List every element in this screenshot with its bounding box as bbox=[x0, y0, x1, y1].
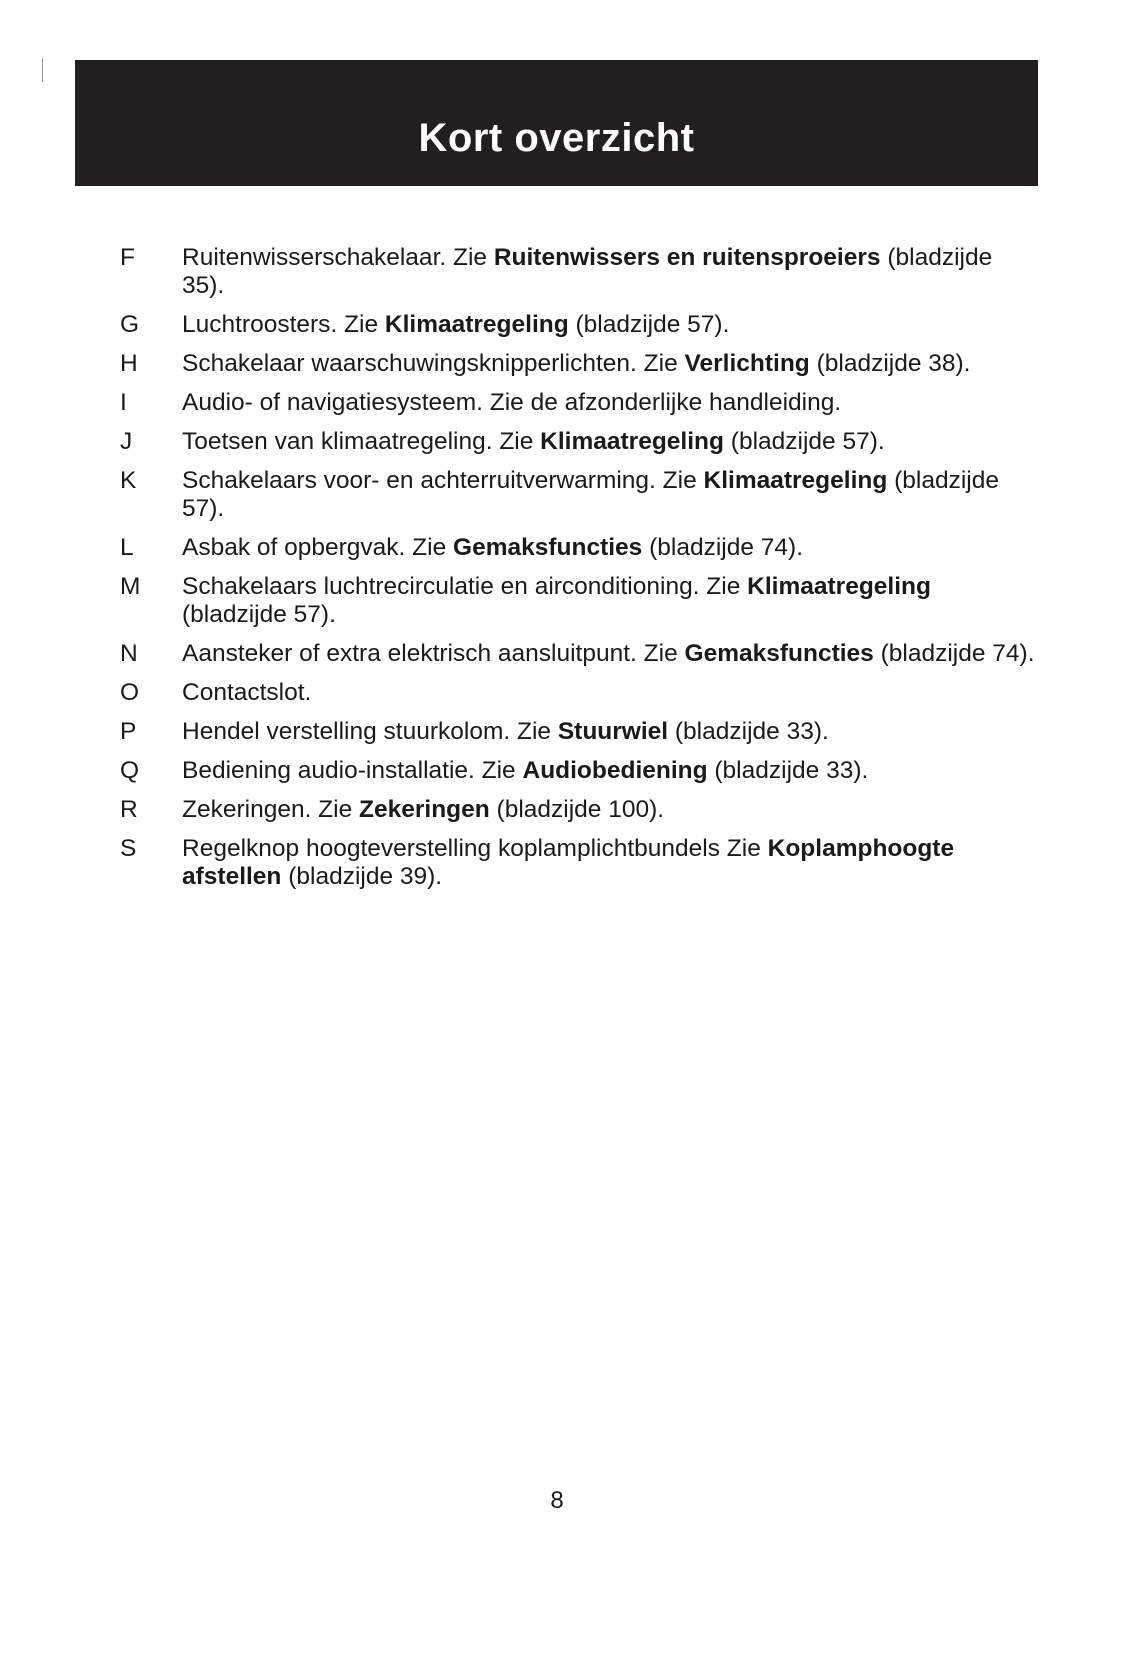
item-description: Bediening audio-installatie. Zie Audiobediening (bladzijde 33). bbox=[182, 757, 869, 784]
item-description: Ruitenwisserschakelaar. Zie Ruitenwissers en ruitensproeiers (bladzijde 35). bbox=[182, 244, 993, 299]
item-letter: L bbox=[120, 534, 134, 561]
item-reference: Klimaatregeling bbox=[384, 311, 569, 338]
item-description: Schakelaars luchtrecirculatie en airconditioning. Zie Klimaatregeling (bladzijde 57). bbox=[182, 573, 931, 628]
item-description: Schakelaars voor- en achterruitverwarming. Zie Klimaatregeling (bladzijde 57). bbox=[182, 467, 1000, 522]
item-letter: O bbox=[120, 679, 140, 706]
item-description: Schakelaar waarschuwingsknipperlichten. Zie Verlichting (bladzijde 38). bbox=[182, 350, 971, 377]
item-letter: I bbox=[120, 389, 127, 416]
item-reference: Verlichting bbox=[684, 350, 810, 377]
item-description: Contactslot. bbox=[182, 679, 312, 706]
item-reference: Klimaatregeling bbox=[747, 573, 931, 600]
list-item bbox=[110, 534, 1040, 562]
list-item bbox=[110, 796, 1040, 824]
item-reference: Koplamphoogte afstellen bbox=[182, 835, 955, 890]
overview-list bbox=[110, 244, 1040, 902]
item-reference: Gemaksfuncties bbox=[684, 640, 874, 667]
list-item bbox=[110, 757, 1040, 785]
page-number: 8 bbox=[550, 1487, 564, 1514]
item-reference: Klimaatregeling bbox=[703, 467, 888, 494]
item-reference: Klimaatregeling bbox=[540, 428, 724, 455]
page-title: Kort overzicht bbox=[418, 116, 695, 160]
list-item bbox=[110, 428, 1040, 456]
item-description: Aansteker of extra elektrisch aansluitpunt. Zie Gemaksfuncties (bladzijde 74). bbox=[182, 640, 1035, 667]
list-item bbox=[110, 350, 1040, 378]
list-item bbox=[110, 467, 1040, 523]
item-letter: Q bbox=[120, 757, 140, 784]
item-reference: Audiobediening bbox=[522, 757, 708, 784]
list-item bbox=[110, 311, 1040, 339]
list-item bbox=[110, 718, 1040, 746]
item-letter: F bbox=[120, 244, 135, 271]
item-description: Regelknop hoogteverstelling koplamplichtbundels Zie Koplamphoogte afstellen (bladzijde 39). bbox=[182, 835, 955, 890]
list-item bbox=[110, 679, 1040, 707]
item-description: Asbak of opbergvak. Zie Gemaksfuncties (bladzijde 74). bbox=[182, 534, 803, 561]
list-item bbox=[110, 573, 1040, 629]
item-letter: G bbox=[120, 311, 140, 338]
item-letter: J bbox=[120, 428, 133, 455]
item-description: Toetsen van klimaatregeling. Zie Klimaatregeling (bladzijde 57). bbox=[182, 428, 885, 455]
item-letter: H bbox=[120, 350, 138, 377]
item-letter: N bbox=[120, 640, 138, 667]
item-letter: K bbox=[120, 467, 137, 494]
item-description: Luchtroosters. Zie Klimaatregeling (bladzijde 57). bbox=[182, 311, 730, 338]
crop-mark bbox=[42, 58, 43, 82]
item-description: Zekeringen. Zie Zekeringen (bladzijde 100). bbox=[182, 796, 665, 823]
item-reference: Stuurwiel bbox=[557, 718, 669, 745]
item-reference: Gemaksfuncties bbox=[453, 534, 643, 561]
list-item bbox=[110, 835, 1040, 891]
item-letter: P bbox=[120, 718, 137, 745]
item-letter: R bbox=[120, 796, 138, 823]
list-item bbox=[110, 244, 1040, 300]
item-reference: Zekeringen bbox=[359, 796, 490, 823]
item-letter: S bbox=[120, 835, 137, 862]
list-item bbox=[110, 389, 1040, 417]
list-item bbox=[110, 640, 1040, 668]
item-description: Hendel verstelling stuurkolom. Zie Stuurwiel (bladzijde 33). bbox=[182, 718, 829, 745]
title-bar bbox=[75, 60, 1038, 186]
item-letter: M bbox=[120, 573, 141, 600]
item-reference: Ruitenwissers en ruitensproeiers bbox=[493, 244, 881, 271]
item-description: Audio- of navigatiesysteem. Zie de afzonderlijke handleiding. bbox=[182, 389, 842, 416]
